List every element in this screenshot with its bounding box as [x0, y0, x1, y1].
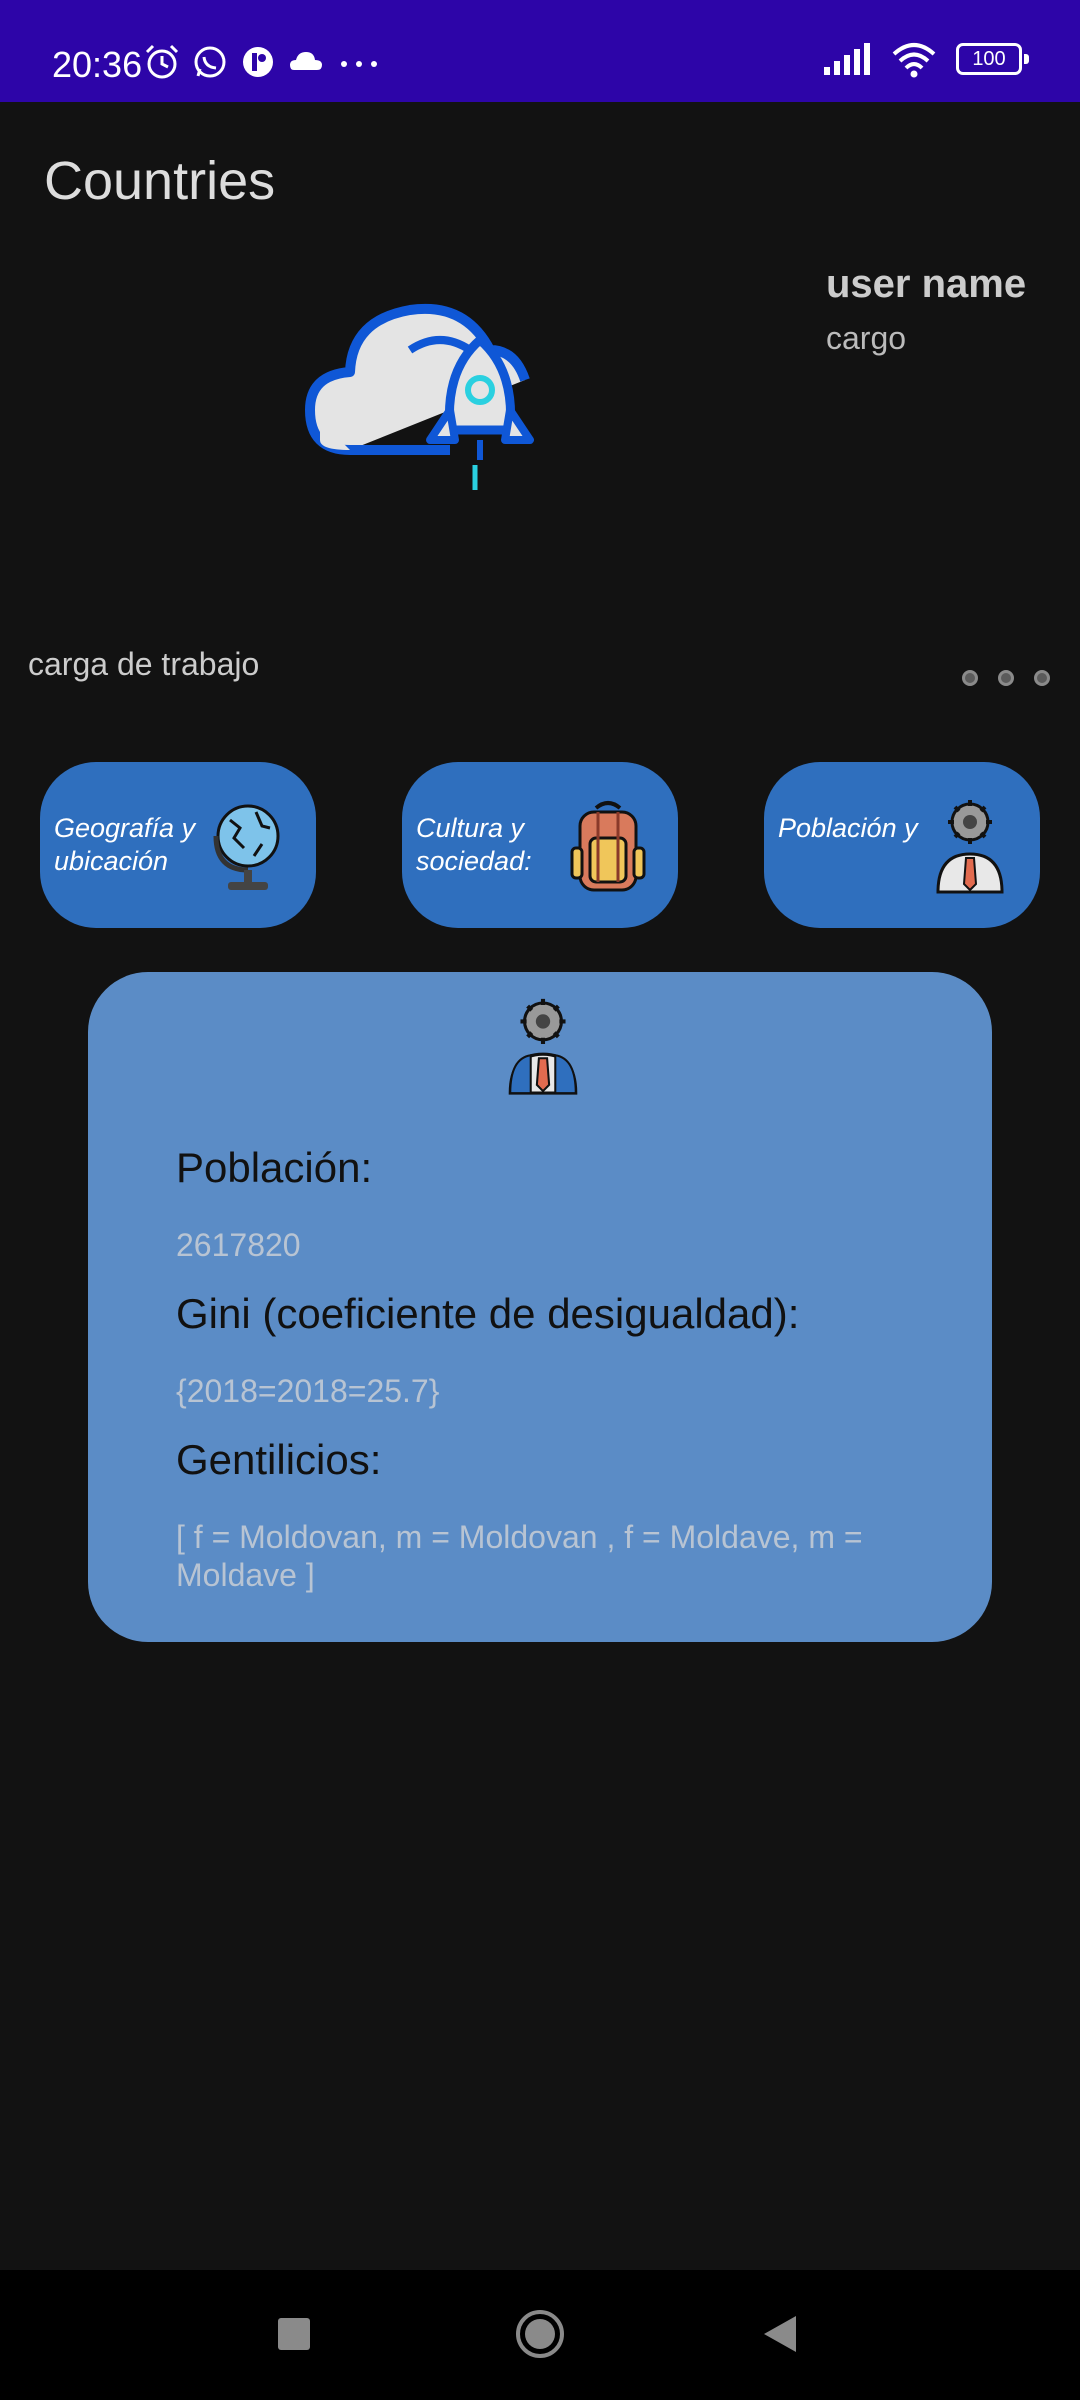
gini-value: {2018=2018=25.7}	[176, 1373, 440, 1409]
demonyms-label: Gentilicios:	[176, 1436, 382, 1483]
battery-indicator: 100	[956, 43, 1022, 75]
status-icons-left	[142, 42, 384, 82]
status-bar	[0, 0, 1080, 102]
wifi-icon	[890, 40, 938, 78]
dot-icon	[962, 670, 978, 686]
dot-icon	[998, 670, 1014, 686]
more-notifications-icon	[334, 42, 384, 82]
category-label: Geografía y ubicación	[54, 813, 196, 876]
dot-icon	[1034, 670, 1050, 686]
category-population-button[interactable]	[764, 762, 1040, 928]
category-culture-button[interactable]	[402, 762, 678, 928]
app-notification-icon	[238, 42, 278, 82]
population-label: Población:	[176, 1144, 373, 1191]
status-time: 20:36	[52, 44, 143, 85]
person-gear-icon	[500, 996, 586, 1096]
demonyms-value: [ f = Moldovan, m = Moldovan , f = Moldave, m = Moldave ]	[176, 1519, 863, 1593]
gini-label: Gini (coeficiente de desigualdad):	[176, 1290, 800, 1337]
home-button[interactable]	[514, 2308, 566, 2360]
category-label: Población y	[778, 813, 918, 843]
workload-label: carga de trabajo	[28, 646, 260, 682]
globe-icon	[204, 798, 288, 894]
cloud-icon	[286, 42, 326, 82]
backpack-icon	[566, 798, 650, 894]
user-name: user name	[826, 262, 1027, 306]
country-info-card	[88, 972, 992, 1642]
more-options-menu[interactable]	[962, 670, 1050, 686]
alarm-icon	[142, 42, 182, 82]
page-title: Countries	[44, 151, 276, 211]
system-navigation-bar	[0, 2270, 1080, 2400]
signal-icon	[822, 41, 872, 77]
person-gear-icon	[928, 798, 1012, 894]
status-icons-right	[822, 40, 1022, 78]
user-role: cargo	[826, 320, 907, 356]
whatsapp-icon	[190, 42, 230, 82]
back-button[interactable]	[762, 2314, 798, 2354]
cloud-rocket-illustration	[300, 280, 560, 500]
category-label: Cultura y sociedad:	[416, 813, 532, 876]
population-value: 2617820	[176, 1227, 301, 1263]
category-geography-button[interactable]	[40, 762, 316, 928]
recent-apps-button[interactable]	[276, 2316, 312, 2352]
